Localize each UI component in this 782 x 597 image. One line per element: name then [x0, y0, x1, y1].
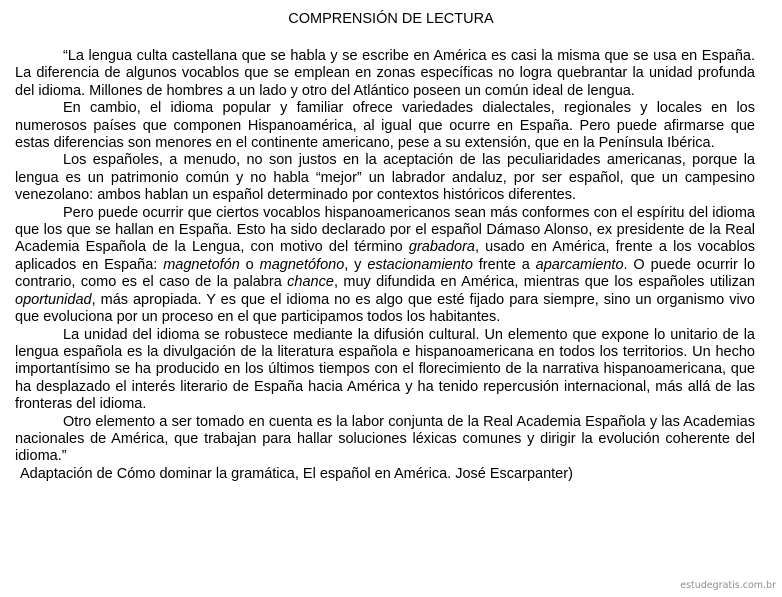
text-run: , y — [344, 256, 368, 273]
text-run: , más apropiada. Y es que el idioma no es algo que esté fijado para siempre, sino un organismo vivo que evoluciona por un proceso en el que participamos todos los habitantes. — [15, 291, 755, 326]
italic-term: magnetófono — [259, 256, 345, 273]
italic-term: grabadora — [408, 239, 475, 256]
text-run: Otro elemento a ser tomado en cuenta es la labor conjunta de la Real Academia Española y las Academias nacionales de América, que trabajan para hallar soluciones léxicas comunes y dirigir la evolución coherente del idioma.” — [15, 413, 755, 465]
paragraph — [15, 205, 755, 327]
paragraph — [15, 327, 755, 414]
italic-term: estacionamiento — [367, 256, 473, 273]
text-run: . O puede ocurrir lo contrario, como es el caso de la palabra — [15, 256, 756, 291]
text-run: Los españoles, a menudo, no son justos en la aceptación de las peculiaridades americanas, porque la lengua es un patrimonio común y no habla “mejor” un labrador andaluz, por ser español, que un campesino venezolano: ambos hablan un español determinado por contextos históricos diferentes. — [15, 152, 755, 204]
paragraph — [15, 100, 755, 152]
italic-term: aparcamiento — [535, 256, 624, 273]
reading-text — [15, 48, 755, 483]
italic-term: oportunidad — [15, 291, 92, 308]
text-run: frente a — [472, 256, 536, 273]
text-run: o — [239, 256, 260, 273]
watermark: estudegratis.com.br — [680, 580, 776, 591]
text-run: , muy difundida en América, mientras que los españoles utilizan — [333, 274, 755, 291]
italic-term: chance — [287, 274, 334, 291]
text-run: Pero puede ocurrir que ciertos vocablos hispanoamericanos sean más conformes con el espíritu del idioma que los que se hallan en España. Esto ha sido declarado por el español Dámaso Alonso, ex presidente de la Real Academia Española de la Lengua, con motivo del término — [15, 204, 755, 256]
text-run: La unidad del idioma se robustece mediante la difusión cultural. Un elemento que expone lo unitario de la lengua española es la divulgación de la literatura española e hispanoamericana en todos los territorios. Un hecho importantísimo se ha producido en los últimos tiempos con el florecimiento de la narrativa hispanoamericana, que ha desplazado el interés literario de España hacia América y ha tenido repercusión internacional, más allá de las fronteras del idioma. — [15, 326, 755, 413]
source-citation: Adaptación de Cómo dominar la gramática, El español en América. José Escarpanter) — [20, 465, 573, 482]
page-title: COMPRENSIÓN DE LECTURA — [288, 11, 494, 27]
italic-term: magnetofón — [163, 256, 240, 273]
paragraph — [15, 152, 755, 204]
paragraph — [15, 414, 755, 466]
paragraph — [15, 48, 755, 100]
text-run: En cambio, el idioma popular y familiar ofrece variedades dialectales, regionales y locales en los numerosos países que componen Hispanoamérica, al igual que ocurre en España. Pero puede afirmarse que estas diferencias son menores en el continente americano, pese a su extensión, que en la Península Ibérica. — [15, 100, 755, 152]
text-run: , usado en América, frente a los vocablos aplicados en España: — [15, 239, 756, 273]
text-run: “La lengua culta castellana que se habla y se escribe en América es casi la misma que se usa en España. La diferencia de algunos vocablos que se emplean en zonas específicas no logra quebrantar la unidad profunda del idioma. Millones de hombres a un lado y otro del Atlántico poseen un común ideal de lengua. — [15, 48, 755, 99]
